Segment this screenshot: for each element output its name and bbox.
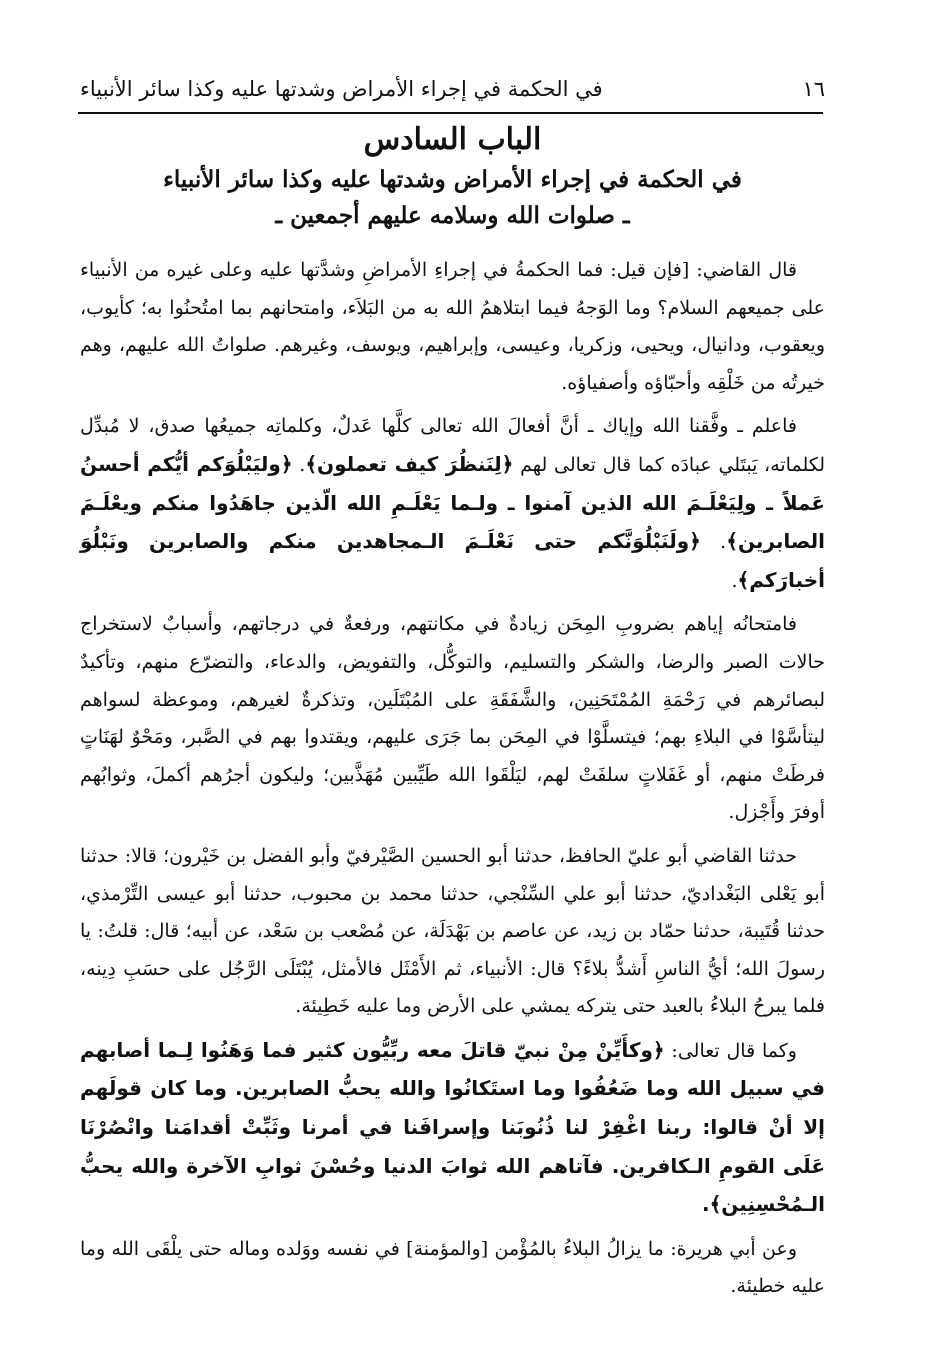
paragraph-2: فاعلم ـ وفَّقنا الله وإياك ـ أنَّ أفعالَ الله تعالى كلَّها عَدلٌ، وكلماتِه جميعُها صدق، لا مُبدِّل لكلماته، يَبتَلي عبادَه كما قال تعالى لهم ﴿لِنَنظُرَ كيف تعملون﴾. ﴿وليَبْلُوَكم أيُّكم أحسنُ عَملاً ـ ولِيَعْلَـمَ الله الذين آمنوا ـ ولـما يَعْلَـمِ الله الّذين جاهَدُوا منكم ويعْلَـمَ الصابرين﴾. ﴿ولَنَبْلُوَنَّكم حتى نَعْلَـمَ الـمجاهدين منكم والصابرين ونَبْلُوَ أخبارَكم﴾. [80,415,826,592]
chapter-subtitle-line1: في الحكمة في إجراء الأمراض وشدتها عليه وكذا سائر الأنبياء [163,166,742,193]
paragraph-5 [80,1032,825,1225]
paragraph-4: حدثنا القاضي أبو عليّ الحافظ، حدثنا أبو الحسين الصَّيْرفيّ وأبو الفضل بن خَيْرون؛ قالا: حدثنا أبو يَعْلى البَغْداديّ، حدثنا أبو علي السِّنْجي، حدثنا محمد بن محبوب، حدثنا أبو عيسى التِّرْمذي، حدثنا قُتَيبة، حدثنا حمّاد بن زيد، عن عاصم بن بَهْدَلَة، عن مُصْعب بن سَعْد، عن أبيه؛ قال: قلتُ: يا رسولَ الله؛ أيُّ الناسِ أَشدُّ بلاءً؟ قال: الأنبياء، ثم الأَمْثَل فالأمثل، يُبْتَلَى الرَّجُل على حسَبِ دِينه، فلما يبرحُ البلاءُ بالعبد حتى يتركه يمشي على الأرض وما عليه خَطِيئة. [80,844,825,1018]
chapter-heading [80,118,825,234]
running-title: في الحكمة في إجراء الأمراض وشدتها عليه وكذا سائر الأنبياء [80,77,603,101]
running-header [80,72,825,106]
chapter-subtitle-line2: ـ صلوات الله وسلامه عليهم أجمعين ـ [275,202,630,229]
quran-quote: ﴿وكأَيِّنْ مِنْ نبيّ قاتلَ معه ربِّيُّون كثير فما وَهَنُوا لِـما أصابهم في سبيل الله وما ضَعُفُوا وما استَكانُوا والله يحبُّ الصابرين. وما كان قولَهم إلا أنْ قالوا: ربنا اغْفِرْ لنا ذُنُوبَنا وإسرافَنا في أمرنا وثَبِّتْ أقدامَنا وانْصُرْنَا عَلَى القومِ الـكافرين. فآتاهم الله ثوابَ الدنيا وحُسْنَ ثوابِ الآخرة والله يحبُّ الـمُحْسِنِين﴾. [80,1037,825,1217]
header-rule [78,112,823,114]
paragraph-5-text: وكما قال تعالى: [671,1039,797,1062]
paragraph-6: وعن أبي هريرة: ما يزالُ البلاءُ بالمُؤْمن [والمؤمنة] في نفسه ووَلده وماله حتى يلْقَى الله وما عليه خطيئة. [80,1237,825,1298]
paragraph-2-text: فاعلم ـ وفَّقنا الله وإياك ـ أنَّ أفعالَ الله تعالى كلَّها عَدلٌ، وكلماتِه جميعُها صدق، لا مُبدِّل لكلماته، يَبتَلي عبادَه كما قال تعالى لهم [80,415,826,476]
chapter-title: الباب السادس [363,122,542,157]
body-text [80,252,825,1312]
page-number: ١٦ [802,77,825,101]
quran-quote: ﴿لِنَنظُرَ كيف تعملون﴾ [305,451,514,476]
paragraph-3: فامتحانُه إياهم بضروبِ المِحَن زيادةٌ في مكانتهم، ورفعةٌ في درجاتهم، وأسبابٌ لاستخراج حالات الصبر والرضا، والشكر والتسليم، والتوكُّل، والتفويض، والدعاء، والتضرّع منهم، وتأكيدٌ لبصائرهم في رَحْمَةِ المُمْتَحَنِين، والشَّفَقَةِ على المُبْتَلَين، وتذكرةٌ لغيرهم، وموعظة لسواهم ليتأسَّوْا في البلاءِ بهم؛ فيتسلَّوْا في المِحَن بما جَرَى عليهم، ويقتدوا بهم في الصَّبر، ومَحْوٌ لهَنَاتٍ فرطَتْ منهم، أو غَفَلاتٍ سلفَتْ لهم، ليَلْقَوا الله طَيِّبين مُهَذَّبين؛ وليكون أجرُهم أكملَ، وثوابُهم أوفرَ وأَجْزل. [80,613,825,824]
quran-quote: ﴿ولَنَبْلُوَنَّكم حتى نَعْلَـمَ الـمجاهدين منكم والصابرين ونَبْلُوَ أخبارَكم﴾ [80,529,825,592]
paragraph-1: قال القاضي: [فإن قيل: فما الحكمةُ في إجراءِ الأمراضِ وشدَّتها عليه وعلى غيره من الأنبياء على جميعهم السلام؟ وما الوَجهُ فيما ابتلاهمُ الله به من البَلاَء، وامتحانهم بما امتُحنُوا به؛ كأيوب، ويعقوب، ودانيال، ويحيى، وزكريا، وعيسى، وإبراهيم، ويوسف، وغيرهم. صلواتُ الله عليهم، وهم خيرتُه من خَلْقِه وأحبّاؤه وأصفياؤه. [80,259,825,394]
quran-quote: ﴿وليَبْلُوَكم أيُّكم أحسنُ عَملاً ـ ولِيَعْلَـمَ الله الذين آمنوا ـ ولـما يَعْلَـمِ الله الّذين جاهَدُوا منكم ويعْلَـمَ الصابرين﴾ [80,451,825,554]
